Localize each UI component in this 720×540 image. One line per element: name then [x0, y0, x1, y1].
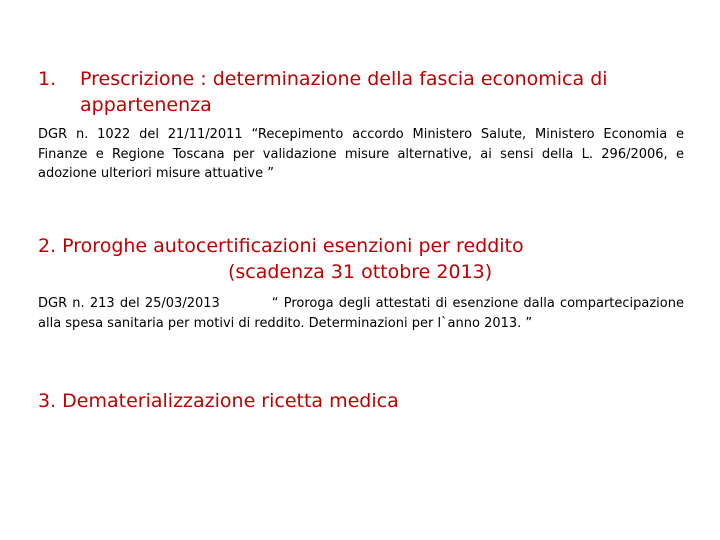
- section-2-title-line-1: 2. Proroghe autocertificazioni esenzioni per reddito: [38, 235, 524, 257]
- section-2-text-reference: DGR n. 213 del 25/03/2013: [38, 296, 220, 311]
- section-1-title-line-1: Prescrizione : determinazione della fascia economica di: [80, 68, 608, 90]
- section-2-title-line-2: (scadenza 31 ottobre 2013): [228, 261, 493, 283]
- section-2-text-body: “ Proroga degli attestati di esenzione dalla compartecipazione alla spesa sanitaria per motivi di reddito. Determinazioni per l`anno 2013. ”: [38, 296, 684, 331]
- section-1-text: DGR n. 1022 del 21/11/2011 “Recepimento accordo Ministero Salute, Ministero Economia e Finanze e Regione Toscana per validazione misure alternative, ai sensi della L. 296/2006, e adozione ulteriori misure attuative ”: [38, 127, 684, 181]
- section-1-heading: [38, 66, 698, 118]
- section-1-title-line-2: appartenenza: [80, 94, 212, 116]
- section-3-heading: 3. Dematerializzazione ricetta medica: [38, 390, 399, 412]
- section-2-heading: [38, 233, 698, 285]
- section-1-number: 1.: [38, 68, 57, 90]
- section-2-text: [38, 294, 684, 333]
